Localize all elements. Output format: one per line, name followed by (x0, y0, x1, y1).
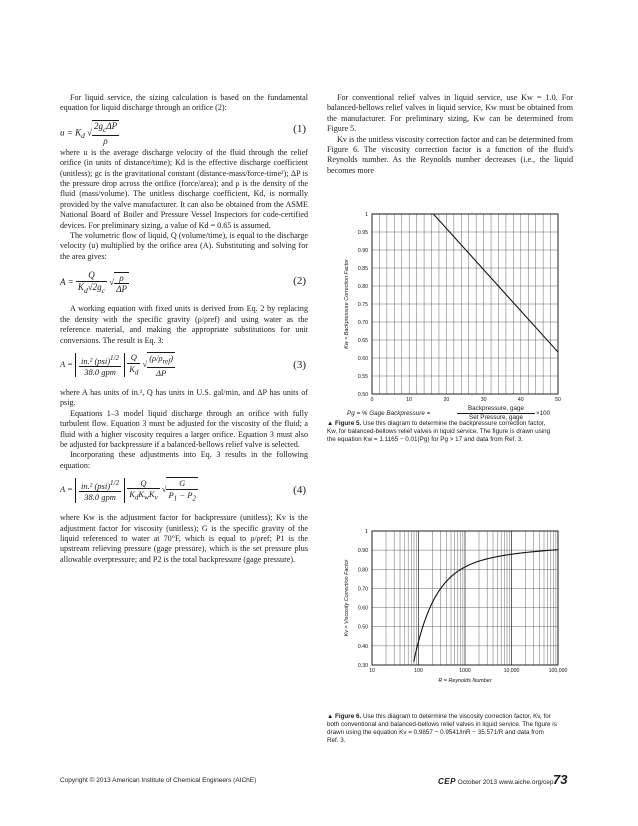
figure-5-xdef-fraction: Backpressure, gage Set Pressure, gage (457, 405, 535, 422)
x-tick-label: 100 (414, 668, 423, 674)
right-column (327, 93, 573, 176)
equation-1: $u = K_d$ √ $\frac{2g_c\Delta P}{\rho}$ (1) (60, 120, 306, 147)
paragraph: where Kw is the adjustment factor for backpressure (unitless); Kv is the adjustment factor for viscosity (unitless); G is the specific gravity of the liquid referenced to water at 70°F, which is equal to ρ/ρref; P1 is the upstream relieving pressure (gage pressure), which is the set pressure plus allowable overpressure; and P2 is the total backpressure (gage pressure). (60, 513, 308, 564)
figure-6-chart (327, 525, 577, 690)
page-number: 73 (553, 772, 568, 787)
footer-issue-line (438, 777, 554, 786)
paragraph: Equations 1–3 model liquid discharge through an orifice with fully turbulent flow. Equation 3 must be adjusted for the viscosity of the fluid; a fluid with a higher viscosity requires a larger orifice. Equation 3 must also be adjusted for backpressure if a balanced-bellows relief valve is selected. (60, 408, 308, 449)
x-tick-label: 30 (480, 397, 487, 403)
equation-2: A = $\frac{Q}{K_d√2g_c}$ √ $\frac{\rho}{\Delta P}$ (2) (60, 270, 306, 295)
paragraph: where A has units of in.², Q has units in U.S. gal/min, and ΔP has units of psig. (60, 387, 308, 408)
x-tick-label: 1000 (459, 668, 471, 674)
figure-5-caption: ▲ Figure 5. Use this diagram to determine the backpressure correction factor, Kw, for balanced-bellows relief valves in liquid service. The figure is drawn using the equation Kw = 1.1165 − 0.01(Pg) for Pg > 17 and data from Ref. 3. (327, 420, 551, 443)
issue-date: October 2013 (457, 779, 498, 786)
paragraph: For liquid service, the sizing calculation is based on the fundamental equation for liquid discharge through an orifice (2): (60, 93, 308, 113)
y-tick-label: 0.90 (357, 248, 368, 254)
paragraph: A working equation with fixed units is derived from Eq. 2 by replacing the density with the specific gravity (ρ/ρref) and using water as the reference material, and making the appropriate substitutions for unit conversions. The result is Eq. 3: (60, 304, 308, 345)
x-tick-label: 10 (406, 397, 413, 403)
y-tick-label: 0.65 (357, 338, 368, 344)
y-tick-label: 0.80 (357, 284, 368, 290)
figure-5-chart (327, 208, 577, 403)
paragraph: Incorporating these adjustments into Eq. 3 results in the following equation: (60, 450, 308, 470)
equation-3: A = $\frac{in.^2 (psi)^{1/2}}{\text{38.0 gpm}}$ $\frac{Q}{K_d}$ √ $\frac{(\rho/\rho_{ref})}{\Delta P}$ (3) (60, 352, 306, 378)
y-tick-label: 1 (365, 212, 368, 218)
y-tick-label: 0.40 (357, 643, 368, 650)
y-tick-label: 0.75 (357, 302, 368, 308)
series-line (372, 214, 558, 352)
y-tick-label: 1 (365, 529, 368, 535)
x-tick-label: 10 (369, 668, 375, 674)
cep-logo: CEP (438, 777, 456, 786)
x-tick-label: 40 (517, 397, 524, 403)
y-tick-label: 0.85 (357, 266, 368, 272)
equation-4: A = $\frac{in.^2 (psi)^{1/2}}{\text{38.0 gpm}}$ $\frac{Q}{K_dK_wK_v}$ √ $\frac{G}{P_1 - P_2}$ (4) (60, 477, 306, 503)
x-tick-label: 100,000 (548, 668, 568, 674)
left-column (60, 93, 308, 565)
y-tick-label: 0.60 (357, 356, 368, 362)
caption-triangle-icon: ▲ (327, 420, 334, 427)
y-tick-label: 0.55 (357, 374, 368, 380)
y-axis-label: Kw = Backpressure Correction Factor (344, 259, 350, 349)
y-tick-label: 0.95 (357, 230, 368, 236)
y-tick-label: 0.60 (357, 605, 368, 612)
x-tick-label: 50 (555, 397, 561, 403)
y-tick-label: 0.30 (357, 663, 368, 669)
series-line (414, 550, 558, 662)
y-tick-label: 0.70 (357, 320, 368, 326)
y-tick-label: 0.70 (357, 586, 368, 593)
x-tick-label: 20 (443, 397, 450, 403)
y-tick-label: 0.80 (357, 567, 368, 574)
x-axis-label: R = Reynolds Number (438, 678, 492, 684)
issue-url: www.aiche.org/cep (498, 779, 554, 786)
copyright: Copyright © 2013 American Institute of Chemical Engineers (AIChE) (60, 777, 257, 784)
figure-6-caption: ▲ Figure 6. Use this diagram to determine the viscosity correction factor, Kv, for both conventional and balanced-bellows relief valves in liquid service. The figure is drawn using the equation Kv = 0.9857 − 0.9541/lnR − 35.571/R and data from Ref. 3. (327, 713, 557, 744)
caption-triangle-icon: ▲ (327, 713, 334, 720)
paragraph: The volumetric flow of liquid, Q (volume/time), is equal to the discharge velocity (u) multiplied by the orifice area (A). Substituting and solving for the area gives: (60, 231, 308, 261)
paragraph: Kv is the unitless viscosity correction factor and can be determined from Figure 6. The viscosity correction factor is a function of the fluid's Reynolds number. As the Reynolds number decreases (i.e., the liquid becomes more (327, 134, 573, 175)
y-tick-label: 0.50 (357, 392, 368, 398)
figure-5-xdef-left: Pg = % Gage Backpressure = (347, 410, 431, 417)
paragraph: For conventional relief valves in liquid service, use Kw = 1.0. For balanced-bellows relief valves in liquid service, Kw must be obtained from the manufacturer. For preliminary sizing, Kw can be determined from Figure 5. (327, 93, 573, 134)
y-tick-label: 0.50 (357, 624, 368, 631)
y-axis-label: Kv = Viscosity Correction Factor (344, 559, 350, 637)
y-tick-label: 0.90 (357, 548, 368, 555)
x-tick-label: 0 (370, 397, 374, 403)
x-tick-label: 10,000 (503, 668, 520, 674)
paragraph: where u is the average discharge velocity of the fluid through the relief orifice (in units of distance/time); Kd is the effective discharge coefficient (unitless); gc is the gravitational constant (distance-mass/force-time²); ΔP is the pressure drop across the orifice (force/area); and ρ is the density of the fluid (mass/volume). The unitless discharge coefficient, Kd, is normally provided by the valve manufacturer. It can also be obtained from the ASME National Board of Boiler and Pressure Vessel Inspectors for code-certified devices. For preliminary sizing, a value of Kd = 0.65 is assumed. (60, 147, 308, 230)
